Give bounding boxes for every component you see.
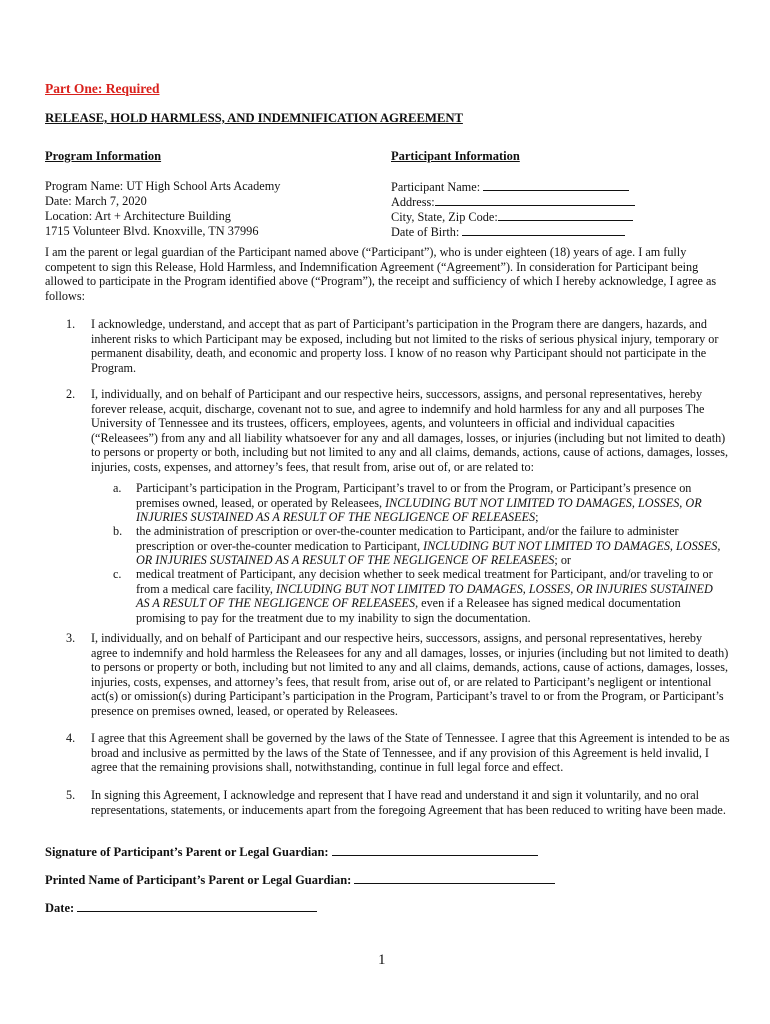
city-state-zip-blank[interactable] (498, 209, 633, 221)
guardian-signature-blank[interactable] (332, 844, 538, 856)
participant-name-label: Participant Name: (391, 180, 484, 194)
participant-name-blank[interactable] (483, 179, 629, 191)
program-address: 1715 Volunteer Blvd. Knoxville, TN 37996 (45, 224, 259, 238)
date-signed-field[interactable] (45, 900, 317, 916)
clause-text: I acknowledge, understand, and accept that as part of Participant’s participation in the Program there are dangers, hazards, and inherent risks to which Participant may be exposed, including but not limited to the risks of serious physical injury, temporary or permanent disability, death, and economic and property loss. I know of no reason why Participant should not participate in the Program. (91, 317, 719, 375)
guardian-printed-name-blank[interactable] (354, 872, 555, 884)
program-location: Location: Art + Architecture Building (45, 209, 231, 223)
date-of-birth-blank[interactable] (462, 224, 625, 236)
clause-text: In signing this Agreement, I acknowledge and represent that I have read and understand it and sign it voluntarily, and no oral representations, statements, or inducements apart from the foregoing Agreement that has been reduced to writing have been made. (91, 788, 726, 817)
clause-number: 3. (66, 631, 76, 645)
date-of-birth-field[interactable] (391, 224, 625, 240)
guardian-signature-field[interactable] (45, 844, 538, 860)
city-state-zip-field[interactable] (391, 209, 633, 225)
address-blank[interactable] (435, 194, 635, 206)
guardian-printed-name-field[interactable] (45, 872, 555, 888)
subclause-text: the administration of prescription or over-the-counter medication to Participant, and/or the failure to administer prescription or over-the-counter medication to Participant, INCLUDING BUT NOT LIMITED TO DAMAGES, LOSSES, OR INJURIES SUSTAINED AS A RESULT OF THE NEGLIGENCE OF RELEASEES; or (136, 524, 721, 568)
guardian-signature-label: Signature of Participant’s Parent or Legal Guardian: (45, 845, 332, 859)
date-of-birth-label: Date of Birth: (391, 225, 463, 239)
subclause-text: medical treatment of Participant, any decision whether to seek medical treatment for Participant, and/or traveling to or from a medical care facility, INCLUDING BUT NOT LIMITED TO DAMAGES, LOSSES, OR INJURIES SUSTAINED AS A RESULT OF THE NEGLIGENCE OF RELEASEES, even if a Releasee has signed medical documentation promising to pay for the treatment due to my inability to sign the documentation. (136, 567, 713, 625)
participant-info-heading: Participant Information (391, 149, 520, 163)
address-field[interactable] (391, 194, 635, 210)
subclause-letter: c. (113, 567, 122, 581)
participant-name-field[interactable] (391, 179, 629, 195)
intro-paragraph: I am the parent or legal guardian of the Participant named above (“Participant”), who is under eighteen (18) years of age. I am fully competent to sign this Release, Hold Harmless, and Indemnification Agreement (“Agreement”). In consideration for Participant being allowed to participate in the Program identified above (“Program”), the receipt and sufficiency of which I hereby acknowledge, I agree as follows: (45, 245, 717, 303)
date-signed-label: Date: (45, 901, 78, 915)
address-label: Address: (391, 195, 435, 209)
subclause-letter: a. (113, 481, 122, 495)
clause-text: I, individually, and on behalf of Participant and our respective heirs, successors, assigns, and personal representatives, hereby forever release, acquit, discharge, covenant not to sue, and agree to indemnify and hold harmless for any and all purposes The University of Tennessee and its trustees, officers, employees, agents, and volunteers in official and individual capacities (“Releasees”) from any and all liability whatsoever for any and all damages, losses, or injuries (including but not limited to death) to persons or property or both, including but not limited to any and all claims, demands, actions, cause of actions, damages, losses, injuries, costs, expenses, and attorney’s fees, that result from, arise out of, or are related to: (91, 387, 729, 474)
document-title: RELEASE, HOLD HARMLESS, AND INDEMNIFICATION AGREEMENT (45, 111, 463, 125)
city-state-zip-label: City, State, Zip Code: (391, 210, 498, 224)
clause-number: 4. (66, 731, 76, 745)
subclause-letter: b. (113, 524, 123, 538)
program-date: Date: March 7, 2020 (45, 194, 147, 208)
clause-number: 1. (66, 317, 76, 331)
clause-number: 2. (66, 387, 76, 401)
program-info-heading: Program Information (45, 149, 162, 163)
date-signed-blank[interactable] (77, 900, 317, 912)
page-number: 1 (378, 952, 386, 968)
subclause-text: Participant’s participation in the Program, Participant’s travel to or from the Program, or Participant’s presence on premises owned, leased, or operated by Releasees, INCLUDING BUT NOT LIMITED TO DAMAGES, LOSSES, OR INJURIES SUSTAINED AS A RESULT OF THE NEGLIGENCE OF RELEASEES; (136, 481, 702, 525)
clause-text: I, individually, and on behalf of Participant and our respective heirs, successors, assigns, and personal representatives, hereby agree to indemnify and hold harmless the Releasees for any and all damages, losses, or injuries (including but not limited to death) to persons or property or both, including but not limited to any and all claims, demands, actions, cause of actions, damages, losses, injuries, costs, expenses, and attorney’s fees, that result from, arise out of, or are related to Participant’s negligent or intentional act(s) or omission(s) during Participant’s participation in the Program, Participant’s travel to or from the Program, or Participant’s presence on premises owned, leased, or operated by Releasees. (91, 631, 729, 718)
clause-text: I agree that this Agreement shall be governed by the laws of the State of Tennessee. I agree that this Agreement is intended to be as broad and inclusive as permitted by the laws of the State of Tennessee, and if any provision of this Agreement is held invalid, I agree that the remaining provisions shall, notwithstanding, continue in full legal force and effect. (91, 731, 730, 775)
clause-number: 5. (66, 788, 76, 802)
program-name: Program Name: UT High School Arts Academy (45, 179, 281, 193)
part-label: Part One: Required (45, 81, 160, 96)
guardian-printed-name-label: Printed Name of Participant’s Parent or Legal Guardian: (45, 873, 355, 887)
